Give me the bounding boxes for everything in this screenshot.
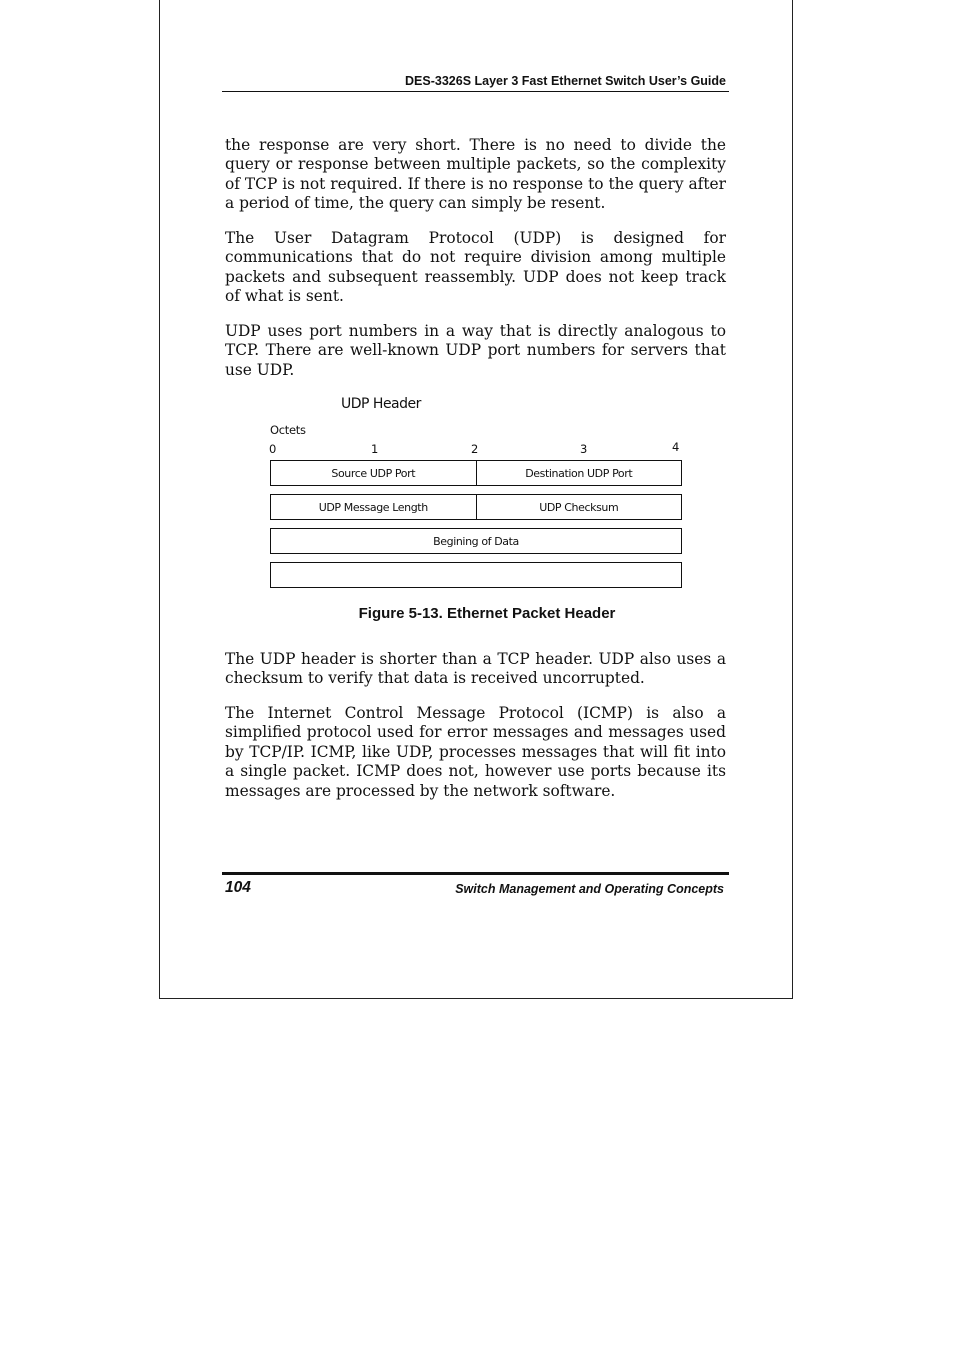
footer-section-title: Switch Management and Operating Concepts: [455, 882, 724, 896]
footer-rule: [222, 872, 729, 875]
header-row-ports: [270, 460, 682, 486]
figure-caption: Figure 5-13. Ethernet Packet Header: [358, 605, 616, 622]
octets-label: Octets: [270, 423, 306, 437]
field-udp-message-length: UDP Message Length: [318, 500, 428, 514]
page-number: 104: [225, 879, 251, 896]
header-row-empty: [270, 562, 682, 588]
octet-number-1: 1: [371, 442, 379, 456]
paragraph-udp-intro: The User Datagram Protocol (UDP) is designed for communications that do not require division among multiple packets and subsequent reassembly. UDP does not keep track of what is sent.: [225, 229, 726, 306]
field-udp-checksum: UDP Checksum: [476, 495, 682, 519]
paragraph-udp-ports: UDP uses port numbers in a way that is directly analogous to TCP. There are well-known UDP port numbers for servers that use UDP.: [225, 322, 726, 379]
octet-number-0: 0: [269, 442, 277, 456]
field-beginning-of-data: Begining of Data: [433, 534, 519, 548]
running-header: DES-3326S Layer 3 Fast Ethernet Switch User’s Guide: [405, 74, 726, 88]
octet-number-2: 2: [471, 442, 479, 456]
octet-number-3: 3: [580, 442, 588, 456]
header-row-data: [270, 528, 682, 554]
diagram-title: UDP Header: [341, 396, 421, 412]
paragraph-icmp: The Internet Control Message Protocol (ICMP) is also a simplified protocol used for error messages and messages used by TCP/IP. ICMP, like UDP, processes messages that will fit into a single packet. ICMP does not, however use ports because its messages are processed by the network software.: [225, 704, 726, 800]
octet-number-4: 4: [672, 440, 680, 454]
header-row-length-checksum: [270, 494, 682, 520]
field-empty: [271, 563, 681, 587]
field-source-udp-port: Source UDP Port: [331, 466, 416, 480]
field-destination-udp-port: Destination UDP Port: [476, 461, 682, 485]
header-rule: [222, 91, 729, 92]
paragraph-udp-checksum: The UDP header is shorter than a TCP header. UDP also uses a checksum to verify that data is received uncorrupted.: [225, 650, 726, 688]
paragraph-query-response: the response are very short. There is no need to divide the query or response between multiple packets, so the complexity of TCP is not required. If there is no response to the query after a period of time, the query can simply be resent.: [225, 136, 726, 213]
